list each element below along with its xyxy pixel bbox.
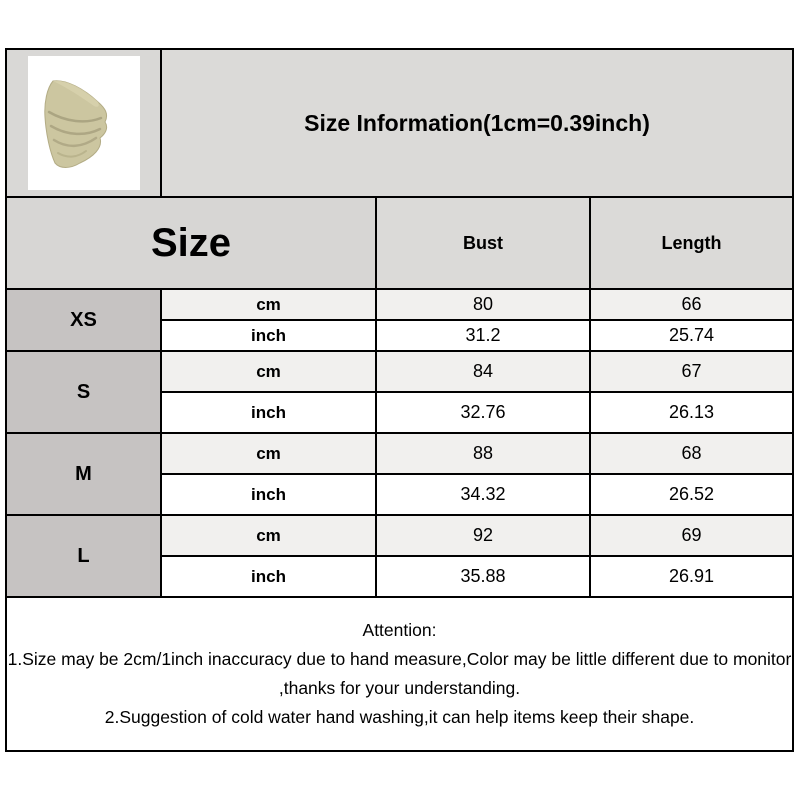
value-m-length-inch: 26.52 [590, 474, 793, 515]
column-header-bust: Bust [376, 197, 590, 289]
column-header-length: Length [590, 197, 793, 289]
size-table [5, 48, 794, 752]
size-label-l: L [6, 515, 161, 597]
table-row-m-cm [6, 433, 793, 474]
value-l-length-inch: 26.91 [590, 556, 793, 597]
value-xs-bust-cm: 80 [376, 289, 590, 320]
column-header-size: Size [6, 197, 376, 289]
unit-label-cm: cm [161, 289, 376, 320]
attention-line-2: 2.Suggestion of cold water hand washing,it can help items keep their shape. [104, 707, 695, 727]
unit-label-inch: inch [161, 556, 376, 597]
unit-label-inch: inch [161, 320, 376, 351]
table-row-l-cm [6, 515, 793, 556]
value-m-bust-cm: 88 [376, 433, 590, 474]
unit-label-inch: inch [161, 474, 376, 515]
size-label-xs: XS [6, 289, 161, 351]
one-shoulder-top-illustration [28, 56, 140, 190]
value-m-bust-inch: 34.32 [376, 474, 590, 515]
value-xs-length-inch: 25.74 [590, 320, 793, 351]
unit-label-cm: cm [161, 351, 376, 392]
unit-label-inch: inch [161, 392, 376, 433]
table-header-row [6, 49, 793, 197]
product-image-cell [6, 49, 161, 197]
size-label-s: S [6, 351, 161, 433]
unit-label-cm: cm [161, 433, 376, 474]
value-m-length-cm: 68 [590, 433, 793, 474]
size-label-m: M [6, 433, 161, 515]
table-row-s-cm [6, 351, 793, 392]
value-l-bust-inch: 35.88 [376, 556, 590, 597]
column-header-row [6, 197, 793, 289]
value-s-length-inch: 26.13 [590, 392, 793, 433]
size-info-title: Size Information(1cm=0.39inch) [161, 49, 793, 197]
value-s-length-cm: 67 [590, 351, 793, 392]
table-row-xs-cm [6, 289, 793, 320]
value-s-bust-cm: 84 [376, 351, 590, 392]
value-xs-bust-inch: 31.2 [376, 320, 590, 351]
attention-row [6, 597, 793, 751]
attention-heading: Attention: [362, 620, 437, 640]
product-image [28, 56, 140, 190]
value-l-bust-cm: 92 [376, 515, 590, 556]
value-l-length-cm: 69 [590, 515, 793, 556]
value-s-bust-inch: 32.76 [376, 392, 590, 433]
unit-label-cm: cm [161, 515, 376, 556]
attention-note [6, 597, 793, 751]
attention-line-1: 1.Size may be 2cm/1inch inaccuracy due to hand measure,Color may be little different due to monitor ,thanks for your understanding. [7, 649, 792, 698]
value-xs-length-cm: 66 [590, 289, 793, 320]
